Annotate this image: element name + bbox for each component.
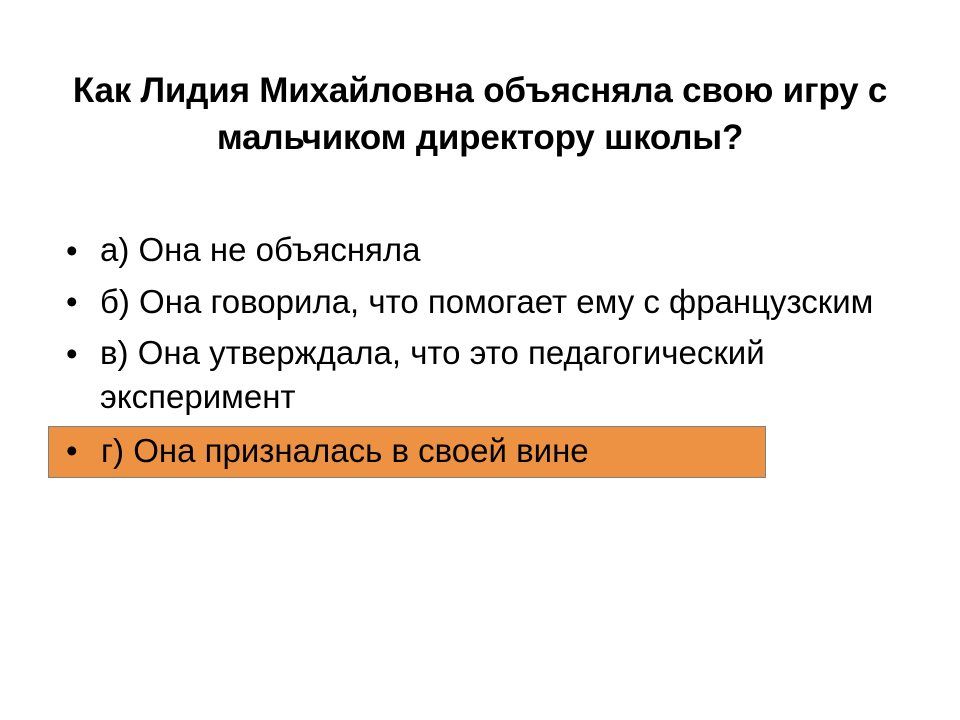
list-item[interactable] (48, 280, 928, 324)
list-item-highlighted[interactable] (48, 426, 766, 478)
page-title: Как Лидия Михайловна объясняла свою игру с мальчиком директору школы? (72, 71, 888, 157)
option-label: г) Она призналась в своей вине (101, 432, 589, 470)
option-label: б) Она говорила, что помогает ему с французским (100, 282, 874, 320)
options-list (48, 228, 928, 486)
list-item[interactable] (48, 228, 928, 272)
list-item[interactable] (48, 331, 928, 418)
option-label: в) Она утверждала, что это педагогический эксперимент (100, 334, 765, 415)
option-label: а) Она не объясняла (100, 231, 421, 268)
bullet-icon: • (66, 231, 78, 269)
bullet-icon: • (66, 432, 78, 470)
bullet-icon: • (66, 334, 78, 372)
bullet-icon: • (66, 283, 78, 321)
